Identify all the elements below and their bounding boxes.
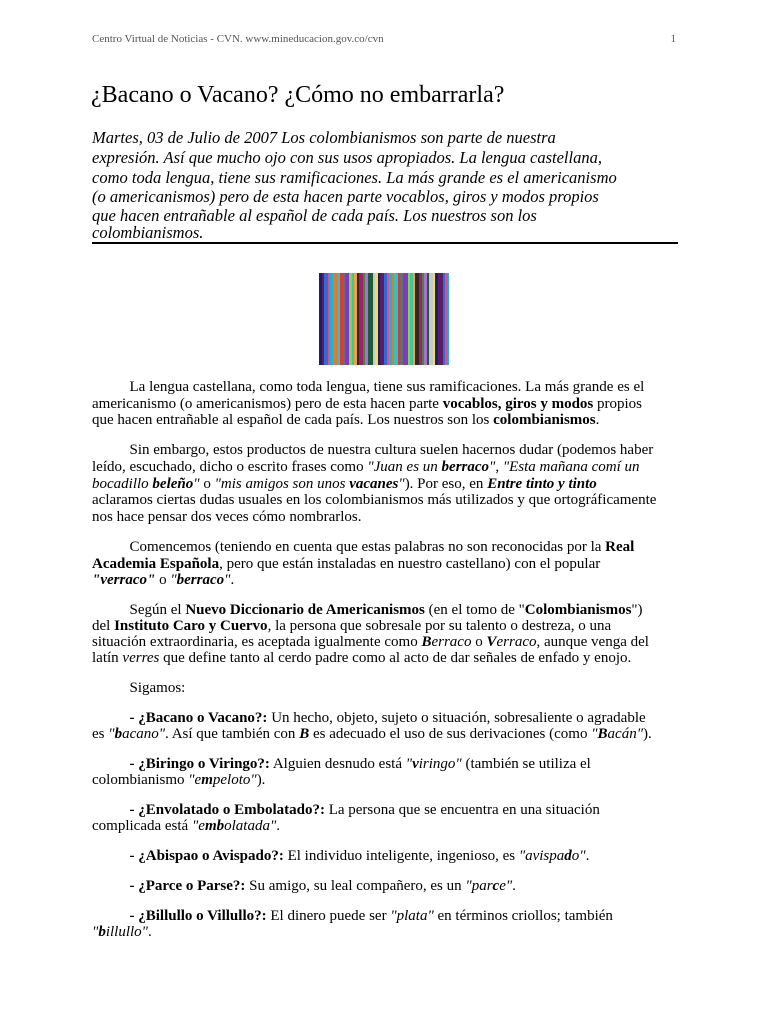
image-stripe: [352, 273, 354, 365]
image-stripe: [398, 273, 400, 365]
text-run: ": [193, 476, 200, 492]
text-run: o": [571, 848, 586, 864]
text-run: "Esta mañana comí un: [502, 459, 640, 475]
text-run: vocablos, giros y modos: [442, 396, 594, 412]
text-run: .: [595, 412, 600, 428]
image-stripe: [438, 273, 443, 365]
text-run: o: [471, 634, 487, 650]
image-stripe: [319, 273, 322, 365]
text-run: que define tanto al cerdo padre como al acto de dar señales de enfado y enojo.: [159, 650, 632, 666]
text-run: , aunque venga del: [536, 634, 649, 650]
article-image: [319, 273, 449, 365]
text-run: bocadillo: [92, 476, 153, 492]
text-run: ,: [495, 459, 503, 475]
image-stripe: [330, 273, 333, 365]
text-run: Según el: [92, 602, 186, 618]
image-stripe: [429, 273, 433, 365]
image-stripe: [357, 273, 359, 365]
text-run: Su amigo, su leal compañero, es un: [245, 878, 466, 894]
text-run: ": [591, 726, 598, 742]
body-line: [92, 618, 611, 635]
text-run: olatada": [224, 818, 277, 834]
text-run: "verraco": [92, 572, 156, 588]
image-stripe: [359, 273, 363, 365]
text-run: B: [421, 634, 432, 650]
text-run: (también se utiliza el: [461, 756, 591, 772]
body-line: [92, 908, 613, 925]
text-run: Sigamos:: [92, 680, 186, 696]
body-line: [92, 476, 597, 493]
text-run: illullo": [105, 924, 148, 940]
text-run: mb: [204, 818, 225, 834]
text-run: que hacen entrañable al español de cada país. Los nuestros son los: [92, 412, 494, 428]
image-stripe: [443, 273, 445, 365]
body-line: [92, 539, 634, 556]
image-stripe: [410, 273, 413, 365]
text-run: m: [201, 772, 213, 788]
text-run: aclaramos ciertas dudas usuales en los colombianismos más utilizados y que ortográficamente: [92, 492, 657, 508]
text-run: berraco: [441, 459, 490, 475]
text-run: Real: [605, 539, 635, 555]
text-run: - ¿Biringo o Viringo?:: [92, 756, 270, 772]
body-line: [92, 710, 646, 727]
text-run: e": [499, 878, 513, 894]
text-run: "plata": [390, 908, 434, 924]
text-run: berraco: [176, 572, 225, 588]
body-line: [92, 802, 600, 819]
image-stripe: [435, 273, 438, 365]
text-run: complicada está: [92, 818, 192, 834]
intro-line: que hacen entrañable al español de cada país. Los nuestros son los: [92, 206, 537, 225]
text-run: "): [631, 602, 643, 618]
text-run: o: [199, 476, 215, 492]
text-run: ). Por eso, en: [404, 476, 488, 492]
body-line: [92, 924, 152, 941]
text-run: ": [405, 756, 413, 772]
text-run: beleño: [152, 476, 194, 492]
text-run: Alguien desnudo está: [269, 756, 406, 772]
text-run: (en el tomo de ": [424, 602, 525, 618]
image-stripe: [365, 273, 368, 365]
image-stripe: [422, 273, 424, 365]
body-line: [92, 459, 640, 476]
text-run: iringo": [418, 756, 462, 772]
text-run: vacanes: [349, 476, 399, 492]
text-run: "mis amigos son unos: [214, 476, 350, 492]
text-run: La persona que se encuentra en una situación: [324, 802, 600, 818]
text-run: El dinero puede ser: [266, 908, 391, 924]
body-line: [92, 634, 649, 651]
text-run: en términos criollos; también: [433, 908, 613, 924]
image-stripe: [380, 273, 384, 365]
text-run: acano": [122, 726, 166, 742]
image-stripe: [419, 273, 422, 365]
image-stripe: [373, 273, 375, 365]
image-stripe: [345, 273, 349, 365]
body-line: [92, 602, 643, 619]
text-run: v: [412, 756, 419, 772]
text-run: ": [92, 924, 99, 940]
text-run: Colombianismos: [524, 602, 632, 618]
image-stripe: [415, 273, 419, 365]
image-stripe: [363, 273, 365, 365]
text-run: ": [170, 572, 177, 588]
body-line: [92, 572, 234, 589]
image-stripe: [349, 273, 352, 365]
image-stripe: [433, 273, 435, 365]
text-run: - ¿Abispao o Avispado?:: [92, 848, 284, 864]
body-line: [92, 756, 591, 773]
text-run: .: [512, 878, 516, 894]
text-run: Academia Española: [92, 556, 220, 572]
image-stripe: [368, 273, 373, 365]
text-run: B: [597, 726, 608, 742]
intro-line: expresión. Así que mucho ojo con sus usos apropiados. La lengua castellana,: [92, 148, 602, 167]
body-line: [92, 650, 631, 667]
text-run: .: [147, 924, 152, 940]
text-run: d: [564, 848, 572, 864]
text-run: .: [230, 572, 235, 588]
intro-line: como toda lengua, tiene sus ramificaciones. La más grande es el americanismo: [92, 168, 617, 187]
body-line: [92, 818, 280, 835]
text-run: peloto": [212, 772, 257, 788]
text-run: latín: [92, 650, 123, 666]
text-run: erraco: [496, 634, 537, 650]
body-line: [92, 492, 656, 509]
text-run: ).: [643, 726, 652, 742]
body-line: [92, 878, 516, 895]
text-run: es adecuado el uso de sus derivaciones (como: [309, 726, 592, 742]
body-line: [92, 396, 642, 413]
image-stripe: [338, 273, 340, 365]
header-source: Centro Virtual de Noticias - CVN. www.mineducacion.gov.co/cvn: [92, 33, 384, 45]
body-line: [92, 772, 265, 789]
body-line: [92, 726, 652, 743]
text-run: Nuevo Diccionario de Americanismos: [185, 602, 425, 618]
text-run: "par: [465, 878, 493, 894]
text-run: "avispa: [518, 848, 565, 864]
text-run: El individuo inteligente, ingenioso, es: [283, 848, 519, 864]
body-line: [92, 412, 599, 429]
text-run: ).: [256, 772, 266, 788]
image-stripe: [322, 273, 324, 365]
image-stripe: [378, 273, 380, 365]
intro-line: colombianismos.: [92, 223, 204, 242]
text-run: "Juan es un: [367, 459, 442, 475]
text-run: .: [276, 818, 280, 834]
text-run: ": [489, 459, 496, 475]
text-run: . Así que también con: [165, 726, 300, 742]
text-run: - ¿Envolatado o Embolatado?:: [92, 802, 325, 818]
text-run: es: [92, 726, 109, 742]
text-run: Un hecho, objeto, sujeto o situación, sobresaliente o agradable: [267, 710, 646, 726]
image-stripe: [375, 273, 378, 365]
image-stripe: [340, 273, 343, 365]
page-number: 1: [670, 33, 676, 45]
text-run: "e: [188, 772, 202, 788]
text-run: Sin embargo, estos productos de nuestra cultura suelen hacernos dudar (podemos haber: [92, 442, 654, 458]
text-run: b: [114, 726, 123, 742]
text-run: - ¿Bacano o Vacano?:: [92, 710, 268, 726]
image-stripe: [448, 273, 449, 365]
image-stripe: [427, 273, 429, 365]
text-run: c: [492, 878, 500, 894]
text-run: leído, escuchado, dicho o escrito frases como: [92, 459, 368, 475]
text-run: colombianismo: [92, 772, 189, 788]
body-line: [92, 379, 644, 396]
text-run: nos hace pensar dos veces cómo nombrarlos.: [92, 509, 362, 525]
text-run: o: [155, 572, 171, 588]
article-title: ¿Bacano o Vacano? ¿Cómo no embarrarla?: [91, 82, 505, 108]
image-stripe: [403, 273, 408, 365]
image-stripe: [384, 273, 387, 365]
image-stripe: [413, 273, 415, 365]
image-stripe: [333, 273, 338, 365]
body-line: [92, 556, 600, 573]
text-run: , pero que están instaladas en nuestro castellano) con el popular: [219, 556, 601, 572]
text-run: Entre tinto y tinto: [487, 476, 597, 492]
text-run: colombianismos: [493, 412, 596, 428]
body-line: [92, 442, 653, 459]
image-stripe: [328, 273, 330, 365]
text-run: "e: [191, 818, 205, 834]
intro-line: Martes, 03 de Julio de 2007 Los colombianismos son parte de nuestra: [92, 128, 556, 147]
image-stripe: [408, 273, 410, 365]
text-run: situación extraordinaria, es aceptada igualmente como: [92, 634, 422, 650]
text-run: americanismo (o americanismos) pero de esta hacen parte: [92, 396, 443, 412]
text-run: ": [108, 726, 115, 742]
body-line: [92, 509, 362, 526]
image-stripe: [387, 273, 389, 365]
text-run: - ¿Billullo o Villullo?:: [92, 908, 267, 924]
image-stripe: [400, 273, 403, 365]
divider-rule: [92, 242, 678, 244]
text-run: del: [92, 618, 115, 634]
text-run: B: [299, 726, 310, 742]
image-stripe: [343, 273, 345, 365]
image-stripe: [445, 273, 448, 365]
text-run: verres: [122, 650, 160, 666]
body-line: [92, 680, 185, 697]
text-run: erraco: [431, 634, 472, 650]
image-stripe: [392, 273, 394, 365]
text-run: La lengua castellana, como toda lengua, tiene sus ramificaciones. La más grande es el: [92, 379, 645, 395]
image-stripe: [394, 273, 398, 365]
text-run: acán": [607, 726, 643, 742]
image-stripe: [389, 273, 392, 365]
text-run: V: [486, 634, 497, 650]
text-run: b: [98, 924, 106, 940]
text-run: Instituto Caro y Cuervo: [114, 618, 268, 634]
image-stripe: [324, 273, 328, 365]
text-run: - ¿Parce o Parse?:: [92, 878, 246, 894]
text-run: propios: [593, 396, 643, 412]
image-stripe: [424, 273, 427, 365]
text-run: ": [224, 572, 231, 588]
text-run: .: [585, 848, 590, 864]
text-run: ": [398, 476, 405, 492]
text-run: , la persona que sobresale por su talento o destreza, o una: [267, 618, 612, 634]
image-stripe: [354, 273, 357, 365]
intro-line: (o americanismos) pero de esta hacen parte vocablos, giros y modos propios: [92, 187, 599, 206]
body-line: [92, 848, 589, 865]
text-run: Comencemos (teniendo en cuenta que estas palabras no son reconocidas por la: [92, 539, 606, 555]
